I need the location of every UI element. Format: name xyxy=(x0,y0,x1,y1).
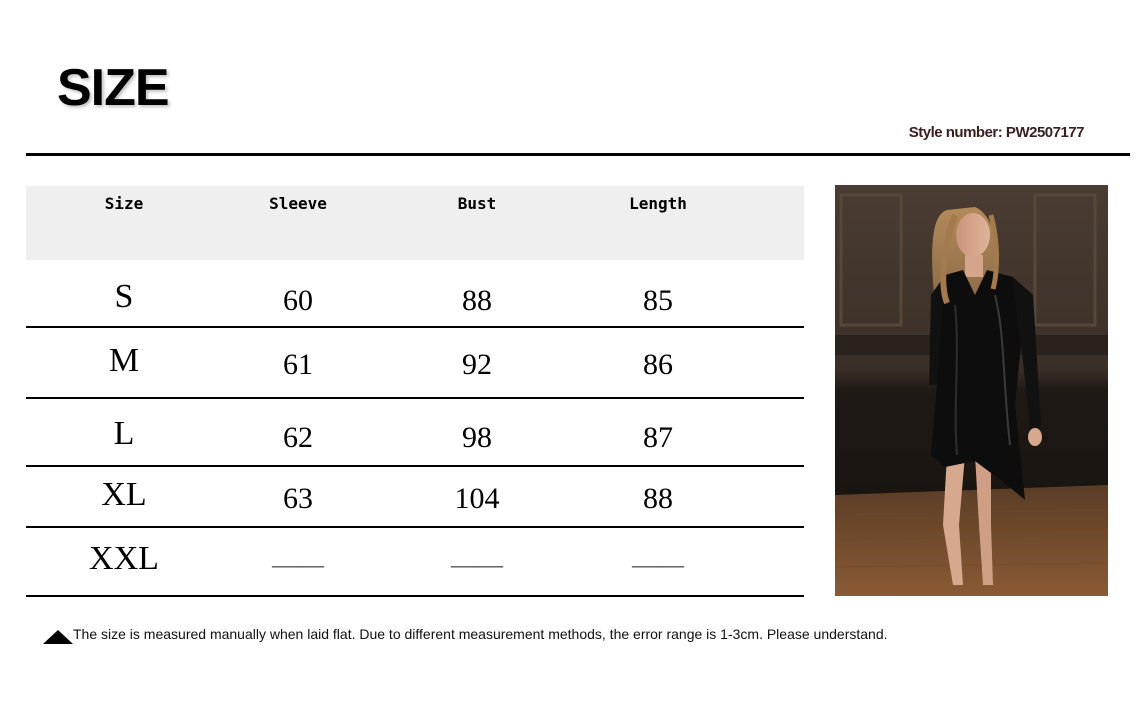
sleeve-cell: 62 xyxy=(283,421,313,454)
sleeve-cell: —— xyxy=(272,550,324,579)
length-cell: 87 xyxy=(643,421,673,454)
bust-cell: 98 xyxy=(462,421,492,454)
bust-cell: 92 xyxy=(462,348,492,381)
page-title: SIZE xyxy=(57,59,169,117)
column-header-length: Length xyxy=(629,194,687,213)
note-text: The size is measured manually when laid flat. Due to different measurement methods, the error range is 1-3cm. Please understand. xyxy=(73,626,888,642)
style-number: Style number: PW2507177 xyxy=(908,124,1084,141)
model-image xyxy=(835,185,1108,596)
size-cell: XXL xyxy=(89,540,159,577)
bust-cell: —— xyxy=(451,550,503,579)
product-photo xyxy=(835,185,1108,596)
table-header xyxy=(26,186,804,260)
triangle-icon xyxy=(43,630,73,644)
table-row xyxy=(26,260,804,328)
table-row xyxy=(26,467,804,528)
sleeve-cell: 61 xyxy=(283,348,313,381)
size-cell: S xyxy=(114,278,134,315)
table-row xyxy=(26,399,804,467)
length-cell: —— xyxy=(632,550,684,579)
size-table xyxy=(26,186,804,597)
size-cell: L xyxy=(113,415,135,452)
column-header-bust: Bust xyxy=(457,194,497,213)
size-cell: M xyxy=(108,342,140,379)
divider xyxy=(26,153,1130,156)
column-header-sleeve: Sleeve xyxy=(269,194,327,213)
bust-cell: 88 xyxy=(462,284,492,317)
bust-cell: 104 xyxy=(454,482,500,515)
column-header-size: Size xyxy=(104,194,144,213)
table-row xyxy=(26,528,804,597)
table-row xyxy=(26,328,804,399)
sleeve-cell: 60 xyxy=(283,284,313,317)
length-cell: 85 xyxy=(643,284,673,317)
measurement-note xyxy=(43,624,888,644)
length-cell: 86 xyxy=(643,348,673,381)
length-cell: 88 xyxy=(643,482,673,515)
size-cell: XL xyxy=(101,476,147,513)
sleeve-cell: 63 xyxy=(283,482,313,515)
